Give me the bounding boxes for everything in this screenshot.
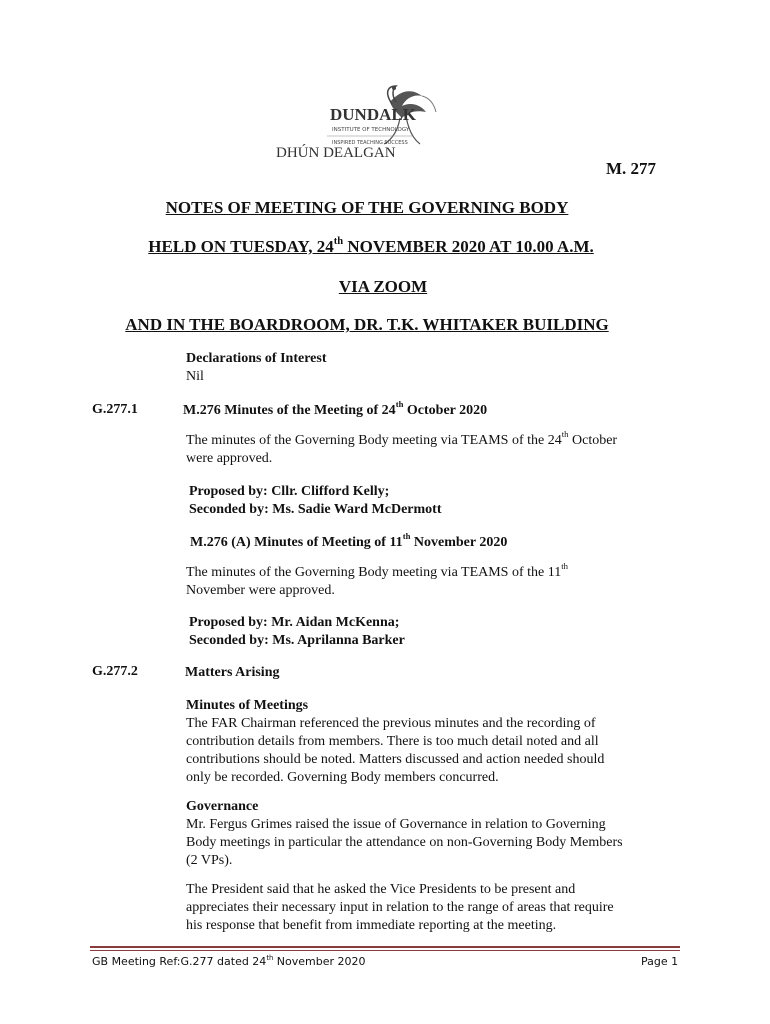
proposed-by: Proposed by: Mr. Aidan McKenna; (189, 615, 400, 630)
proposed-by: Proposed by: Cllr. Clifford Kelly; (189, 484, 390, 499)
footer-rule-thin (90, 950, 680, 951)
minutes-oct-paragraph: The minutes of the Governing Body meeting via TEAMS of the 24th October were approved. (186, 429, 618, 466)
president-paragraph: The President said that he asked the Vice Presidents to be present and appreciates their necessary input in relation to the range of areas that require his response that benefit from immediate reporting at the meeting. (186, 882, 614, 933)
footer-rule (90, 946, 680, 948)
minutes-of-meetings-heading: Minutes of Meetings (186, 698, 309, 713)
governance-heading: Governance (186, 799, 259, 814)
title-line-2: HELD ON TUESDAY, 24th NOVEMBER 2020 AT 10.00 A.M. (148, 236, 594, 256)
item-heading-g277-2: Matters Arising (185, 665, 280, 680)
declarations-text: Nil (186, 369, 204, 384)
proposal-nov (189, 614, 679, 650)
logo-name-ga: DHÚN DEALGAN (276, 145, 396, 161)
logo-graphic (272, 82, 442, 162)
meeting-reference: M. 277 (606, 159, 657, 178)
sub-heading-m276a: M.276 (A) Minutes of Meeting of 11th November 2020 (190, 531, 508, 550)
logo-tagline: INSPIRED TEACHING SUCCESS (332, 140, 408, 146)
title-line-3: VIA ZOOM (338, 277, 428, 296)
footer-meeting-ref: GB Meeting Ref:G.277 dated 24th November 2020 (92, 953, 366, 968)
logo-name-en: DUNDALK (330, 105, 416, 124)
logo-subtitle: INSTITUTE OF TECHNOLOGY (332, 127, 410, 133)
governance-section: Governance Mr. Fergus Grimes raised the issue of Governance in relation to Governing Body meetings in particular the attendance on non-Governing Body Members (2 VPs). (186, 798, 676, 870)
page-number: Page 1 (641, 955, 679, 968)
item-number-g277-2: G.277.2 (92, 664, 138, 679)
title-line-4: AND IN THE BOARDROOM, DR. T.K. WHITAKER BUILDING (125, 315, 609, 334)
title-line-1: NOTES OF MEETING OF THE GOVERNING BODY (165, 198, 569, 217)
item-heading-g277-1: M.276 Minutes of the Meeting of 24th October 2020 (183, 399, 488, 418)
minutes-nov-paragraph: The minutes of the Governing Body meeting via TEAMS of the 11th November were approved. (186, 561, 568, 598)
item-number-g277-1: G.277.1 (92, 402, 138, 417)
minutes-of-meetings-section: Minutes of Meetings The FAR Chairman referenced the previous minutes and the recording of contribution details from members. There is too much detail noted and all contributions should be noted. Matters discussed and action needed should only be recorded. Governing Body members concurred. (186, 697, 676, 787)
proposal-oct (189, 483, 679, 519)
seconded-by: Seconded by: Ms. Sadie Ward McDermott (189, 502, 442, 517)
institute-logo (272, 82, 442, 162)
seconded-by: Seconded by: Ms. Aprilanna Barker (189, 633, 405, 648)
declarations-section (186, 350, 676, 386)
declarations-heading: Declarations of Interest (186, 351, 327, 366)
